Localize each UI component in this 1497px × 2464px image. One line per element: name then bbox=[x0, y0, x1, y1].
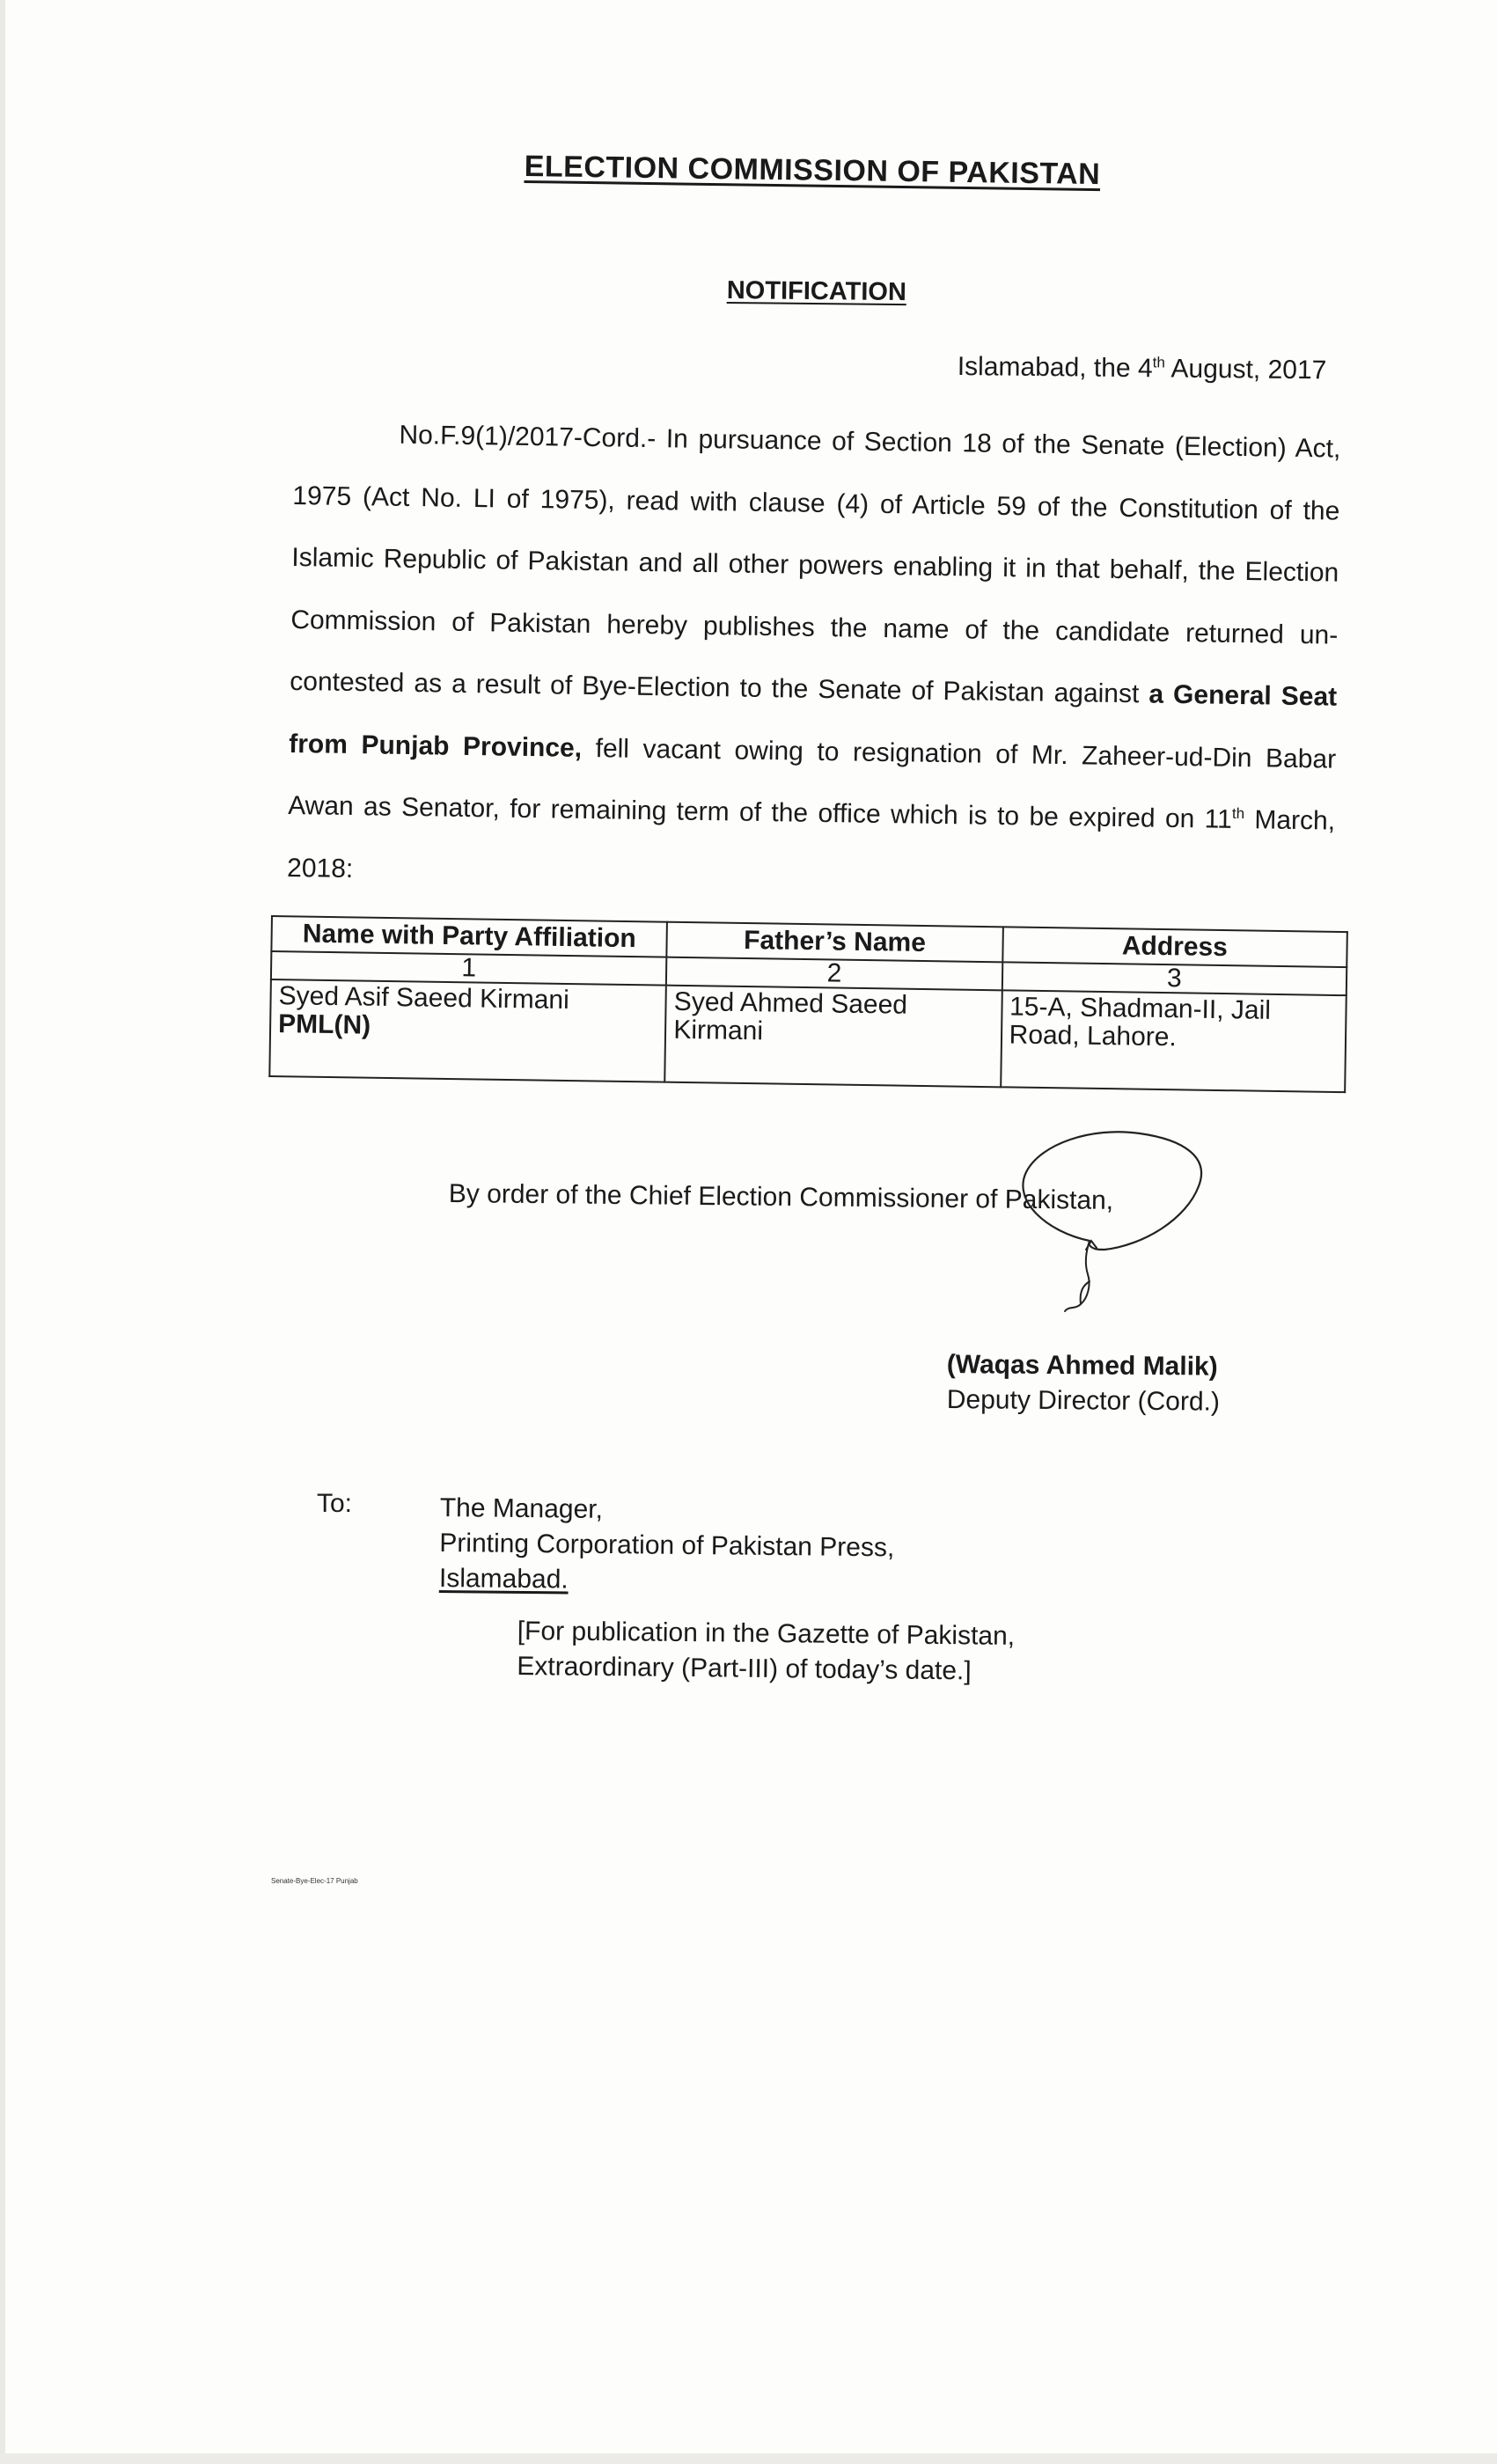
body-part-2: fell vacant owing to resignation of Mr. Zaheer-ud-Din Babar Awan as Senator, for remaining term of the office which is to be expired on 11 bbox=[287, 733, 1337, 834]
seat-description: a General Seat from Punjab Province, bbox=[289, 679, 1338, 763]
publication-line-2: Extraordinary (Part-III) of today’s date.] bbox=[517, 1651, 972, 1686]
order-statement: By order of the Chief Election Commissioner of Pakistan, bbox=[448, 1179, 1114, 1215]
dateline-suffix: August, 2017 bbox=[1164, 354, 1327, 385]
dateline bbox=[958, 352, 1345, 386]
notification-body bbox=[287, 403, 1341, 915]
header-address: Address bbox=[1002, 927, 1347, 967]
header-father: Father’s Name bbox=[667, 922, 1003, 963]
scan-edge-left bbox=[0, 0, 5, 2464]
document-title: ELECTION COMMISSION OF PAKISTAN bbox=[524, 150, 1101, 192]
body-paragraph bbox=[287, 403, 1341, 915]
dateline-prefix: Islamabad, the 4 bbox=[957, 352, 1153, 384]
candidate-table bbox=[268, 915, 1348, 1093]
body-part-3: March, 2018: bbox=[286, 805, 1336, 884]
column-number-2: 2 bbox=[666, 957, 1002, 991]
column-number-3: 3 bbox=[1002, 962, 1347, 995]
publication-note bbox=[517, 1614, 1134, 1690]
recipient-address bbox=[439, 1491, 1056, 1602]
reference-number: No.F.9(1)/2017-Cord.- bbox=[399, 420, 657, 454]
table-row bbox=[269, 979, 1346, 1092]
party-affiliation: PML(N) bbox=[277, 1009, 371, 1040]
footer-file-code: Senate-Bye-Elec-17 Punjab bbox=[271, 1877, 358, 1885]
recipient-line-2: Printing Corporation of Pakistan Press, bbox=[439, 1528, 895, 1563]
recipient-line-3: Islamabad. bbox=[438, 1563, 569, 1595]
dateline-sup: th bbox=[1152, 354, 1165, 371]
header-name: Name with Party Affiliation bbox=[271, 916, 667, 957]
body-sup: th bbox=[1231, 804, 1245, 823]
recipient-line-1: The Manager, bbox=[439, 1492, 604, 1524]
cell-name bbox=[269, 979, 666, 1082]
cell-address: 15-A, Shadman-II, Jail Road, Lahore. bbox=[1001, 990, 1347, 1092]
cell-father: Syed Ahmed Saeed Kirmani bbox=[664, 986, 1002, 1088]
scan-edge-bottom bbox=[0, 2453, 1497, 2464]
signer-name: (Waqas Ahmed Malik) bbox=[946, 1350, 1218, 1382]
publication-line-1: [For publication in the Gazette of Pakistan, bbox=[517, 1616, 1016, 1651]
signature-icon bbox=[994, 1118, 1223, 1346]
candidate-table-wrapper bbox=[268, 915, 1348, 1093]
body-part-1: In pursuance of Section 18 of the Senate (Election) Act, 1975 (Act No. LI of 1975), read with clause (4) of Article 59 of the Constitution of the Islamic Republic of Pakistan and all other powers enabling it in that behalf, the Election Commission of Pakistan hereby publishes the name of the candidate returned un-contested as a result of Bye-Election to the Senate of Pakistan against bbox=[290, 424, 1341, 709]
notification-heading: NOTIFICATION bbox=[726, 276, 907, 307]
signer-title: Deputy Director (Cord.) bbox=[946, 1385, 1221, 1417]
candidate-name: Syed Asif Saeed Kirmani bbox=[278, 981, 570, 1016]
recipient-label: To: bbox=[317, 1489, 353, 1518]
column-number-1: 1 bbox=[271, 951, 667, 986]
